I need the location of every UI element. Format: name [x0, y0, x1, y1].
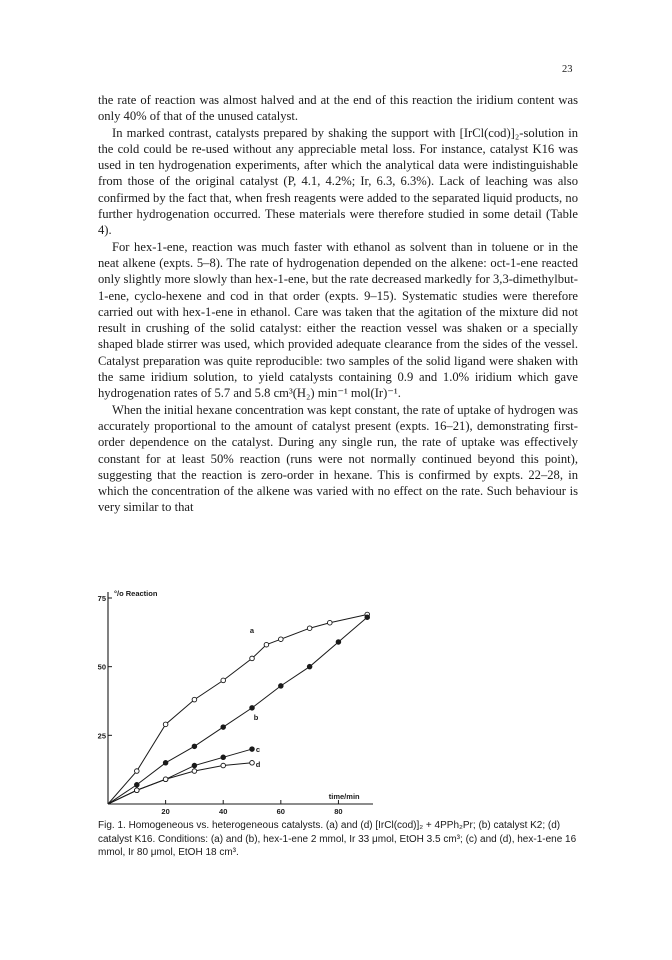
series-b-point [192, 744, 197, 749]
series-b-point [163, 761, 168, 766]
series-b-point [365, 615, 370, 620]
figure-1 [96, 574, 386, 819]
paragraph-4: When the initial hexane concentration was kept constant, the rate of uptake of hydrogen was accurately proportional to the amount of catalyst present (expts. 16–21), demonstrating first-order dependence on the catalyst. During any single run, the rate of uptake was effectively constant for at least 50% reaction (runs were not normally continued beyond this point), suggesting that the reaction is zero-order in hexane. This is confirmed by expts. 22–28, in which the concentration of the alkene was varied with no effect on the rate. Such behaviour is very similar to that [98, 402, 578, 515]
series-a-point [250, 656, 255, 661]
series-c-point [250, 747, 255, 752]
series-d-point [163, 777, 168, 782]
series-b-point [336, 640, 341, 645]
paragraph-1: the rate of reaction was almost halved and at the end of this reaction the iridium content was only 40% of that of the unused catalyst. [98, 93, 578, 124]
x-tick-label: 40 [219, 807, 228, 816]
x-axis-label: time/min [328, 792, 360, 801]
series-b-point [307, 664, 312, 669]
series-a-point [192, 697, 197, 702]
y-tick-label: 50 [97, 662, 106, 672]
series-c-point [221, 755, 226, 760]
series-d-point [221, 763, 226, 768]
y-tick-label: 75 [97, 594, 106, 603]
body-text [98, 92, 578, 516]
series-b-point [250, 706, 255, 711]
series-a-label: a [249, 626, 255, 636]
reaction-chart [96, 574, 386, 819]
series-c-label: c [255, 745, 261, 755]
series-d-point [192, 769, 197, 774]
series-a-point [327, 620, 332, 625]
x-tick-label: 20 [161, 807, 170, 816]
x-tick-label: 60 [276, 807, 285, 816]
page-number: 23 [562, 64, 573, 75]
series-b-line [108, 617, 367, 804]
series-b-label: b [253, 712, 259, 722]
series-b-point [221, 725, 226, 730]
paragraph-3: For hex-1-ene, reaction was much faster with ethanol as solvent than in toluene or in the neat alkene (expts. 5–8). The rate of hydrogenation depended on the alkene: oct-1-ene reacted only slightly more slowly than hex-1-ene, but the rate decreased markedly for 3,3-dimethylbut-1-ene, cyclo-hexene and cod in that order (expts. 9–15). Systematic studies were therefore carried out with hex-1-ene in ethanol. Care was taken that the agitation of the mixture did not result in crushing of the solid catalyst: either the reaction vessel was shaken or a specially shaped blade stirrer was used, which provided adequate clearance from the sides of the vessel. Catalyst preparation was quite reproducible: two samples of the solid ligand were shaken with the same iridium solution, to yield catalysts containing 0.9 and 1.0% iridium which gave hydrogenation rates of 5.7 and 5.8 cm³(H₂) min⁻¹ mol(Ir)⁻¹. [98, 239, 578, 401]
series-c-line [108, 749, 252, 804]
y-axis-label: °/o Reaction [114, 589, 158, 598]
y-tick-label: 25 [97, 731, 106, 741]
series-a-point [264, 642, 269, 647]
series-a-point [163, 722, 168, 727]
series-b-point [279, 684, 284, 689]
series-d-point [250, 761, 255, 766]
series-b-point [135, 782, 140, 787]
paragraph-2: In marked contrast, catalysts prepared by shaking the support with [IrCl(cod)]₂-solution in the cold could be re-used without any appreciable metal loss. For instance, catalyst K16 was used in ten hydrogenation experiments, after which the analytical data were indistinguishable from those of the original catalyst (P, 4.1, 4.2%; Ir, 6.3, 6.3%). Lack of leaching was also confirmed by the fact that, when fresh reagents were added to the separated liquid products, no further hydrogenation occurred. These materials were therefore studied in some detail (Table 4). [98, 125, 578, 238]
series-d-line [108, 763, 252, 804]
series-d-point [135, 788, 140, 793]
series-a-point [307, 626, 312, 631]
series-a-line [108, 614, 367, 804]
series-d-label: d [255, 759, 261, 769]
series-c-point [192, 763, 197, 768]
figure-caption: Fig. 1. Homogeneous vs. heterogeneous catalysts. (a) and (d) [IrCl(cod)]₂ + 4PPh₂Pr; (b) catalyst K2; (d) catalyst K16. Conditions: (a) and (b), hex-1-ene 2 mmol, Ir 33 μmol, EtOH 3.5 cm³; (c) and (d), hex-1-ene 16 mmol, Ir 80 μmol, EtOH 18 cm³. [98, 820, 577, 859]
x-tick-label: 80 [334, 807, 343, 816]
series-a-point [221, 678, 226, 683]
series-a-point [135, 769, 140, 774]
series-a-point [279, 637, 284, 642]
